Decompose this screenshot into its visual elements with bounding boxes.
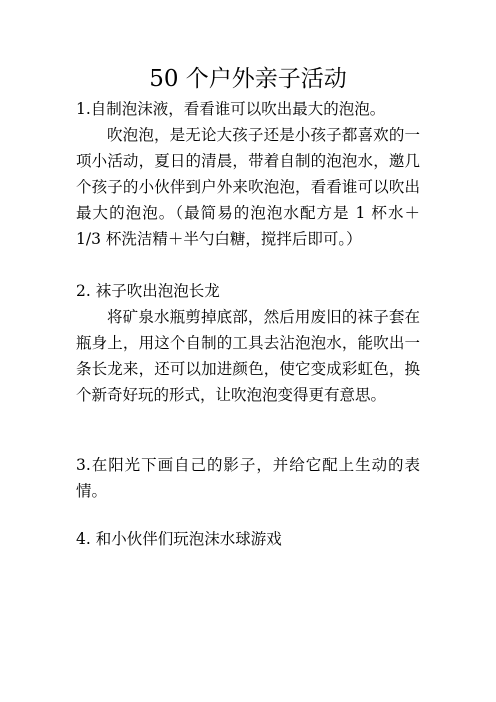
document-title: 50 个户外亲子活动 — [149, 66, 347, 92]
item-1-heading: 1.自制泡沫液，看看谁可以吹出最大的泡泡。 — [76, 100, 386, 118]
document-page — [76, 64, 420, 552]
spacer — [76, 504, 420, 526]
item-3-heading: 3.在阳光下画自己的影子，并给它配上生动的表情。 — [76, 456, 420, 500]
spacer — [76, 252, 420, 278]
item-2-body: 将矿泉水瓶剪掉底部，然后用废旧的袜子套在瓶身上，用这个自制的工具去沾泡泡水，能吹出一条长龙来，还可以加进颜色，使它变成彩虹色，换个新奇好玩的形式，让吹泡泡变得更有意思。 — [76, 308, 420, 404]
spacer — [76, 408, 420, 452]
item-2-heading: 2. 袜子吹出泡泡长龙 — [76, 282, 220, 300]
item-1-body: 吹泡泡，是无论大孩子还是小孩子都喜欢的一项小活动，夏日的清晨，带着自制的泡泡水，邀几个孩子的小伙伴到户外来吹泡泡，看看谁可以吹出最大的泡泡。（最简易的泡泡水配方是 1 杯水＋1/3 杯洗洁精＋半勺白糖，搅拌后即可。） — [76, 126, 420, 248]
item-4-heading: 4. 和小伙伴们玩泡沫水球游戏 — [76, 530, 282, 548]
